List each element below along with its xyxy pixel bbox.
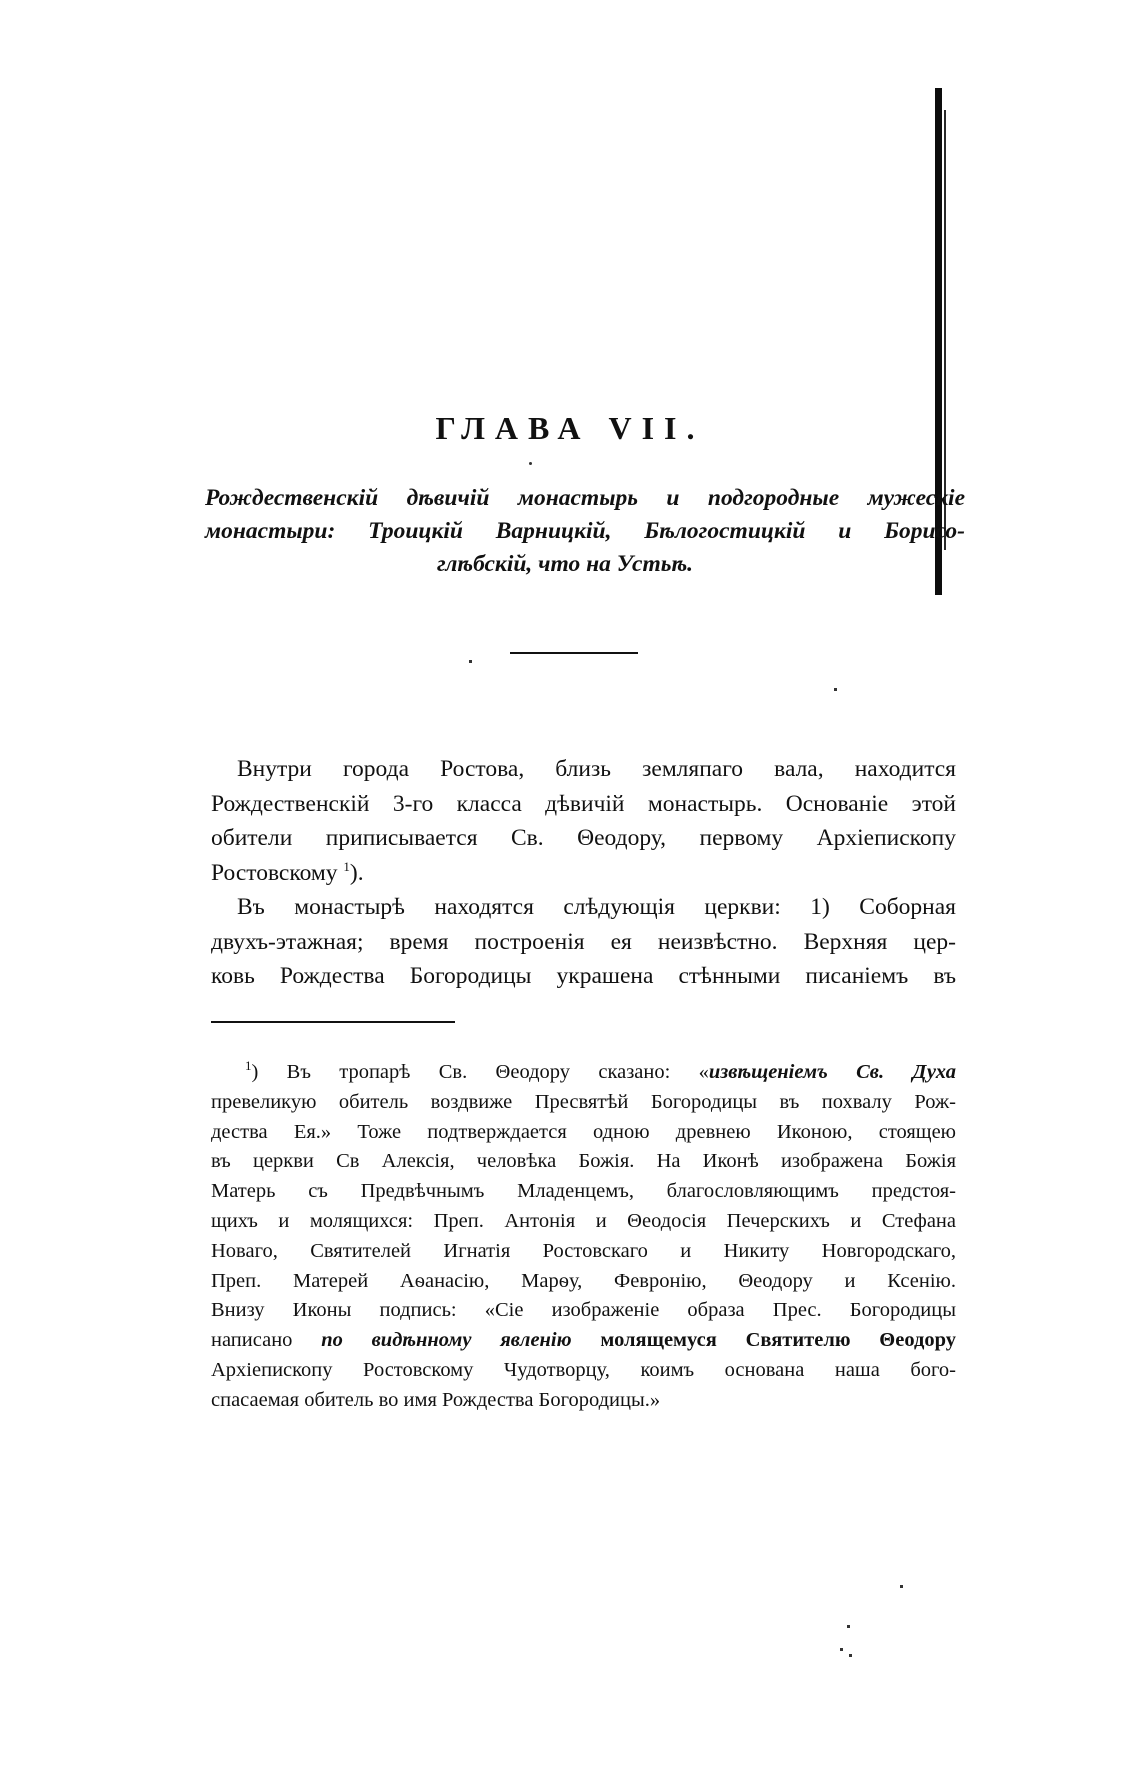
footnote-line (211, 1058, 956, 1088)
text-line: ковь Рождества Богородицы украшена стѣнными писаніемъ въ (211, 963, 956, 989)
print-speck (469, 660, 472, 663)
print-speck (900, 1585, 903, 1588)
footnote-line: Архіепископу Ростовскому Чудотворцу, коимъ основана наша бого- (211, 1358, 956, 1381)
text-line (211, 856, 956, 891)
chapter-subtitle (205, 482, 965, 581)
footnote-reference: 1 (343, 858, 350, 874)
footnote-line: Преп. Матерей Аѳанасію, Марѳу, Февронію, Θеодору и Ксенію. (211, 1269, 956, 1292)
text-line: Рождественскій 3-го класса дѣвичій монастырь. Основаніе этой (211, 790, 956, 817)
text-fragment: написано (211, 1329, 322, 1352)
text-fragment: молящемуся Святителю Θеодору (571, 1329, 957, 1352)
text-fragment: Ростовскому (211, 859, 338, 886)
footnote-line: Внизу Иконы подпись: «Сіе изображеніе образа Прес. Богородицы (211, 1299, 956, 1322)
footnote-line: Новаго, Святителей Игнатія Ростовскаго и Никиту Новгородскаго, (211, 1239, 956, 1262)
footnote-marker: 1 (245, 1058, 252, 1074)
footnote-line: дества Ея.» Тоже подтверждается одною древнею Иконою, стоящею (211, 1120, 956, 1143)
footnote (211, 1058, 956, 1416)
print-speck (834, 688, 837, 691)
text-line: Внутри города Ростова, близь земляпаго вала, находится (237, 756, 956, 782)
footnote-line: Матерь съ Предвѣчнымъ Младенцемъ, благословляющимъ предстоя- (211, 1180, 956, 1203)
italic-fragment: извѣщеніемъ Св. Духа (708, 1061, 956, 1083)
print-speck (849, 1654, 852, 1657)
footnote-line: щихъ и молящихся: Преп. Антонія и Θеодосія Печерскихъ и Стефана (211, 1209, 956, 1232)
subtitle-line: монастыри: Троицкій Варницкій, Бѣлогостицкій и Борисо- (205, 518, 965, 544)
footnote-line: въ церкви Св Алексія, человѣка Божія. На Иконѣ изображена Божія (211, 1150, 956, 1173)
footnote-line: превеликую обитель воздвиже Пресвятѣй Богородицы въ похвалу Рож- (211, 1090, 956, 1113)
subtitle-line: глѣбскій, что на Устьѣ. (436, 551, 694, 577)
text-fragment: ) Въ тропарѣ Св. Θеодору сказано: « (251, 1061, 709, 1083)
text-line: Въ монастырѣ находятся слѣдующія церкви: 1) Соборная (237, 894, 956, 920)
chapter-title: ГЛАВА VII. (435, 410, 705, 446)
text-line: обители приписывается Св. Θеодору, первому Архіепископу (211, 825, 956, 851)
print-speck (840, 1648, 843, 1651)
footnote-line: спасаемая обитель во имя Рождества Богородицы.» (211, 1388, 661, 1411)
text-line: двухъ-этажная; время построенія ея неизвѣстно. Верхняя цер- (211, 928, 956, 955)
subtitle-line: Рождественскій дѣвичій монастырь и подгородные мужескіе (205, 485, 965, 511)
footnote-line (211, 1326, 956, 1356)
footnote-divider (211, 1021, 455, 1023)
print-speck (847, 1625, 850, 1628)
italic-fragment: по видѣнному явленію (321, 1329, 572, 1352)
text-fragment: ). (349, 859, 364, 886)
ornamental-divider (510, 652, 638, 654)
title-dot (529, 462, 532, 465)
main-text (211, 752, 956, 994)
